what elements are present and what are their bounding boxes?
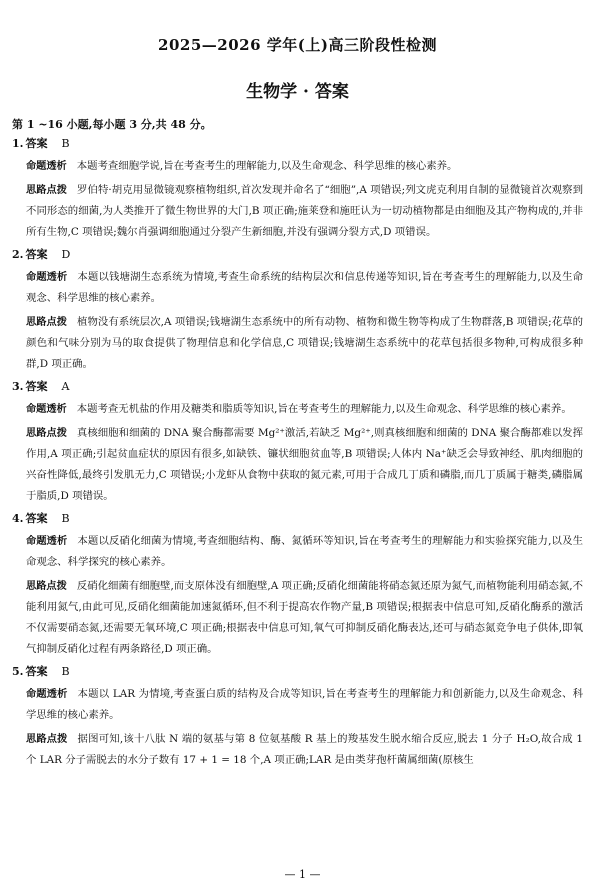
question-item (12, 663, 583, 771)
intent-paragraph (12, 531, 583, 573)
analysis-paragraph (12, 423, 583, 507)
question-item (12, 246, 583, 375)
analysis-label: 思路点拨 (26, 734, 68, 745)
page-number: — 1 — (284, 868, 321, 881)
answer-line (12, 663, 583, 679)
intent-paragraph (12, 684, 583, 726)
answer-line (12, 135, 583, 151)
analysis-text: 植物没有系统层次,A 项错误;钱塘湖生态系统中的所有动物、植物和微生物等构成了生物群落,B 项错误;花草的颜色和气味分别为马的取食提供了物理信息和化学信息,C 项错误;钱塘湖生态系统中的花草包括很多物种,可构成很多种群,D 项正确。 (26, 316, 583, 370)
intent-label: 命题透析 (26, 689, 68, 700)
answer-label: 答案 (25, 248, 48, 261)
question-item (12, 135, 583, 243)
answer-label: 答案 (25, 665, 48, 678)
answer-label: 答案 (25, 380, 48, 393)
analysis-paragraph (12, 312, 583, 375)
analysis-text: 据图可知,该十八肽 N 端的氨基与第 8 位氨基酸 R 基上的羧基发生脱水缩合反应,脱去 1 分子 H₂O,故合成 1 个 LAR 分子需脱去的水分子数有 17 + 1 = 18 个,A 项正确;LAR 是由类芽孢杆菌属细菌(原核生 (26, 733, 584, 766)
intent-text: 本题以钱塘湖生态系统为情境,考查生命系统的结构层次和信息传递等知识,旨在考查考生的理解能力,以及生命观念、科学思维的核心素养。 (26, 271, 584, 304)
answer-value: A (61, 380, 70, 393)
intent-label: 命题透析 (26, 536, 68, 547)
question-number: 3. (12, 380, 24, 393)
analysis-paragraph (12, 180, 583, 243)
analysis-text: 真核细胞和细菌的 DNA 聚合酶都需要 Mg²⁺激活,若缺乏 Mg²⁺,则真核细胞和细菌的 DNA 聚合酶都难以发挥作用,A 项正确;引起贫血症状的原因有很多,如缺铁、镰状细胞贫血等,B 项错误;人体内 Na⁺缺乏会导致神经、肌肉细胞的兴奋性降低,最终引发肌无力,C 项错误;小龙虾从食物中获取的氮元素,可用于合成几丁质和磷脂,而几丁质属于糖类,磷脂属于脂质,D 项错误。 (26, 427, 583, 502)
intent-paragraph (12, 156, 583, 177)
answer-label: 答案 (25, 137, 48, 150)
intent-label: 命题透析 (26, 161, 67, 172)
intent-text: 本题考查无机盐的作用及糖类和脂质等知识,旨在考查考生的理解能力,以及生命观念、科学思维的核心素养。 (76, 403, 572, 415)
question-list (12, 135, 583, 771)
analysis-text: 罗伯特·胡克用显微镜观察植物组织,首次发现并命名了“细胞”,A 项错误;列文虎克利用自制的显微镜首次观察到不同形态的细菌,为人类推开了微生物世界的大门,B 项正确;施莱登和施旺认为一切动植物都是由细胞及其产物构成的,并非所有生物,C 项错误;魏尔肖强调细胞通过分裂产生新细胞,并没有强调分裂方式,D 项错误。 (26, 184, 583, 238)
question-number: 1. (12, 137, 24, 150)
answer-line (12, 378, 583, 394)
analysis-text: 反硝化细菌有细胞壁,而支原体没有细胞壁,A 项正确;反硝化细菌能将硝态氮还原为氮气,而植物能利用硝态氮,不能利用氮气,由此可见,反硝化细菌能加速氮循环,但不利于提高农作物产量,B 项错误;根据表中信息可知,反硝化酶系的激活不仅需要硝态氮,还需要无氧环境,C 项正确;根据表中信息可知,氧气可抑制反硝化酶表达,还可与硝态氮竞争电子供体,即氧气抑制反硝化过程有两条路径,D 项正确。 (26, 580, 584, 655)
answer-value: D (61, 248, 71, 261)
intent-label: 命题透析 (26, 404, 67, 415)
analysis-label: 思路点拨 (26, 428, 67, 439)
page-subtitle: 生物学 · 答案 (246, 82, 349, 102)
answer-value: B (61, 665, 70, 678)
analysis-label: 思路点拨 (26, 317, 68, 328)
intent-text: 本题考查细胞学说,旨在考查考生的理解能力,以及生命观念、科学思维的核心素养。 (76, 160, 458, 172)
answer-label: 答案 (25, 512, 48, 525)
analysis-label: 思路点拨 (26, 185, 68, 196)
intent-label: 命题透析 (26, 272, 68, 283)
section-intro: 第 1 ~16 小题,每小题 3 分,共 48 分。 (12, 118, 212, 131)
answer-line (12, 510, 583, 526)
analysis-label: 思路点拨 (26, 581, 67, 592)
answer-value: B (61, 512, 70, 525)
page-title: 2025—2026 学年(上)高三阶段性检测 (158, 36, 437, 54)
analysis-paragraph (12, 729, 583, 771)
intent-text: 本题以 LAR 为情境,考查蛋白质的结构及合成等知识,旨在考查考生的理解能力和创新能力,以及生命观念、科学思维的核心素养。 (26, 688, 583, 721)
analysis-paragraph (12, 576, 583, 660)
question-item (12, 378, 583, 507)
intent-text: 本题以反硝化细菌为情境,考查细胞结构、酶、氮循环等知识,旨在考查考生的理解能力和实验探究能力,以及生命观念、科学探究的核心素养。 (26, 535, 584, 568)
intent-paragraph (12, 399, 583, 420)
question-number: 2. (12, 248, 24, 261)
intent-paragraph (12, 267, 583, 309)
answer-value: B (61, 137, 70, 150)
question-item (12, 510, 583, 660)
question-number: 4. (12, 512, 24, 525)
answer-line (12, 246, 583, 262)
question-number: 5. (12, 665, 24, 678)
